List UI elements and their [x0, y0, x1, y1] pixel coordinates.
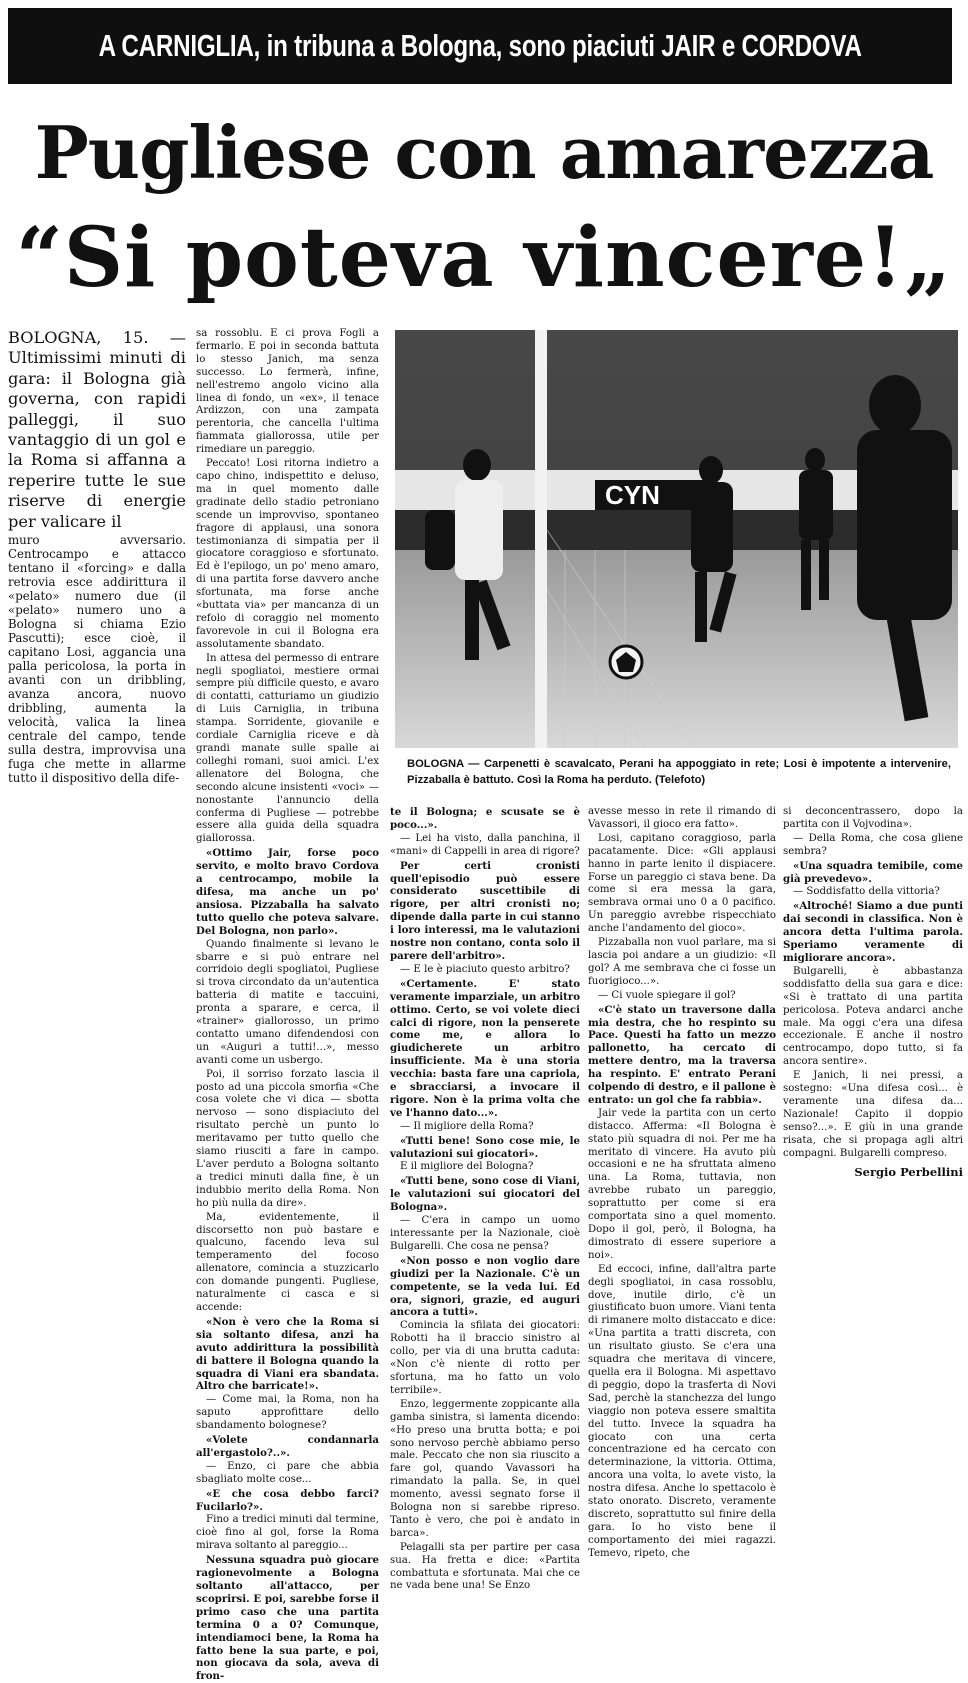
paragraph: — C'era in campo un uomo interessante per la Nazionale, cioè Bulgarelli. Che cosa ne pensa? — [390, 1215, 580, 1252]
quote-paragraph: Poi, il sorriso forzato lascia il posto ad una piccola smorfia «Che cosa volete che vi dica — sbotta nervoso — sono dispiaciuto del risultato perchè un punto lo meritavamo per tutto quello che siamo riusciti a fare in campo. L'aver perduto a Bologna soltanto a tredici minuti dalla fine, è un indubbio merito della Roma. Non ho più nulla da dire». — [196, 1068, 379, 1209]
paragraph: Losi, capitano coraggioso, parla pacatamente. Dice: «Gli applausi hanno in parte lenito il dispiacere. Forse un pareggio ci stava bene. Da come si era messa la gara, sembrava ormai uno 0 a 0 pacifico. Un pareggio avrebbe rispecchiato anche l'andamento del gioco». — [588, 832, 776, 935]
lead-continuation: muro avversario. Centrocampo e attacco tentano il «forcing» e dalla retrovia esce addirittura il «pelato» numero due (il «pelato» numero uno a Bologna si chiama Ezio Pascutti); esce cioè, il capitano Losi, aggancia una palla pericolosa, la porta in avanti con un dribbling, avanza ancora, nuovo dribbling, aumenta la velocità, valica la linea centrale del campo, tende sulla destra, improvvisa una fuga che mette in allarme tutto il dispositivo della dife- — [8, 533, 186, 786]
quote-paragraph: Nessuna squadra può giocare ragionevolmente a Bologna soltanto all'attacco, per scoprirsi. E poi, sarebbe forse il primo caso che una partita termina 0 a 0? Comunque, intendiamoci bene, la Roma ha fatto bene la sua parte, e poi, non giocava da sola, aveva di fron- — [196, 1554, 379, 1683]
headline-line-1: Pugliese con amarezza — [34, 110, 934, 195]
paragraph: — Lei ha visto, dalla panchina, il «mani» di Cappelli in area di rigore? — [390, 832, 580, 857]
column-1 — [8, 328, 186, 786]
paragraph: — E le è piaciuto questo arbitro? — [400, 963, 570, 975]
paragraph: avesse messo in rete il rimando di Vavassori, il gioco era fatto». — [588, 806, 776, 830]
paragraph: — Della Roma, che cosa gliene sembra? — [783, 832, 963, 857]
paragraph: Fino a tredici minuti dal termine, cioè fino al gol, forse la Roma mirava soltanto al pareggio... — [196, 1514, 379, 1552]
quote-paragraph: te il Bologna; e scusate se è poco...». — [390, 806, 580, 831]
paragraph: Bulgarelli, è abbastanza soddisfatto della sua gara e dice: «Si è trattato di una partita pericolosa. Poteva andarci anche male. Ma oggi c'era una difesa eccezionale. E anche il nostro centrocampo, dopo tutto, si fa ancora sentire». — [783, 965, 963, 1068]
quote-paragraph: «Volete condannarla all'ergastolo?..». — [196, 1434, 379, 1459]
paragraph: E il migliore del Bologna? — [400, 1161, 534, 1173]
quote-paragraph: «Ottimo Jair, forse poco servito, e molto bravo Cordova a centrocampo, mobile la difesa, ma anche un po' ansiosa. Pizzaballa ha salvato tutto quello che poteva salvare. Del Bologna, non parlo». — [196, 847, 379, 937]
match-photo — [395, 330, 958, 748]
paragraph: Peccato! Losi ritorna indietro a capo chino, indispettito e deluso, ma in quel momento dalle gradinate dello stadio petroniano scende un improvviso, spontaneo fragore di applausi, una sonora testimonianza di simpatia per il giocatore coraggioso e sfortunato. Ed è l'epilogo, un po' meno amaro, di una partita forse davvero anche sfortunata, ma forse anche «buttata via» per mancanza di un refolo di coraggio nel momento favorevole in cui il Bologna era assolutamente sbandato. — [196, 458, 379, 650]
quote-paragraph: «Non è vero che la Roma si sia soltanto difesa, anzi ha avuto addirittura la possibilità di battere il Bologna quando la squadra di Viani era sbandata. Altro che barricate!». — [196, 1315, 379, 1393]
author-signature: Sergio Perbellini — [854, 1165, 963, 1180]
column-5 — [783, 806, 963, 1180]
paragraph: Jair vede la partita con un certo distacco. Afferma: «Il Bologna è stato più squadra di noi. Per me ha meritato di vincere. Ha avuto più occasioni e ne ha sfruttata almeno una. La Roma, tuttavia, non avrebbe rubato un pareggio, soprattutto per come si era comportata sino a quel momento. Dopo il gol, però, il Bologna, ha dimostrato di essere superiore a noi». — [588, 1107, 776, 1261]
paragraph: Quando finalmente si levano le sbarre e si può entrare nel corridoio degli spogliatoi, Pugliese si trova circondato da un'autentica batteria di matite e taccuini, pronta a sparare, e cerca, il «trainer» giallorosso, un primo contatto umano difendendosi con un «Auguri a tutti!...», messo avanti come un usbergo. — [196, 938, 379, 1066]
football-photo-icon — [395, 330, 958, 748]
paragraph: sa rossoblu. E ci prova Fogli a fermarlo. E poi in seconda battuta lo stesso Janich, ma senza successo. Lo fermerà, infine, nell'estremo angolo vicino alla linea di fondo, un «ex», il tenace Ardizzon, con una zampata perentoria, che cancella l'ultima fiammata giallorossa, utile per rimediare un pareggio. — [196, 328, 379, 456]
quote-paragraph: «C'è stato un traversone dalla mia destra, che ho respinto su Pace. Questi ha fatto un mezzo pallonetto, ha cercato di mettere dentro, ma la traversa ha respinto. E' entrato Perani colpendo di destro, e il pallone è entrato: un gol che fa rabbia». — [588, 1003, 776, 1106]
paragraph: Pelagalli sta per partire per casa sua. Ha fretta e dice: «Partita combattuta e sfortunata. Mai che ce ne vada bene una! Se Enzo — [390, 1541, 580, 1592]
headline-line-2: “Si poteva vincere!„ — [15, 210, 953, 306]
paragraph: — Enzo, ci pare che abbia sbagliato molte cose... — [196, 1460, 379, 1485]
paragraph: Pizzaballa non vuol parlare, ma si lascia poi andare a un giudizio: «Il gol? A me sembrava che ci fosse un fuorigioco...». — [588, 937, 776, 987]
quote-paragraph: «Altroché! Siamo a due punti dai secondi in classifica. Non è ancora detta l'ultima parola. Speriamo veramente di migliorare ancora». — [783, 900, 963, 964]
paragraph: Ed eccoci, infine, dall'altra parte degli spogliatoi, in casa rossoblu, dove, inutile dirlo, c'è un giustificato buon umore. Viani tenta di rimanere molto distaccato e dice: «Una partita a tratti discreta, con un risultato giusto. Se c'era una squadra che meritava di vincere, quella era il Bologna. Mi aspettavo di peggio, dopo la trasferta di Novi Sad, perchè la stanchezza del lungo viaggio non poteva essere smaltita del tutto. Invece la squadra ha giocato con una certa concentrazione ed ha cercato con determinazione, la vittoria. Ottima, ancora una volta, lo avete visto, la nostra difesa. Anche lo spettacolo è stato onorato. Discreto, veramente discreto, soprattutto sul finire della gara. Io ho visto bene il comportamento dei miei ragazzi. Temevo, ripeto, che — [588, 1263, 776, 1559]
lead-paragraph: BOLOGNA, 15. — Ultimissimi minuti di gara: il Bologna già governa, con rapidi palleggi, il suo vantaggio di un gol e la Roma si affanna a reperire tutte le sue riserve di energie per valicare il — [8, 328, 186, 531]
quote-paragraph: «Certamente. E' stato veramente imparziale, un arbitro ottimo. Certo, se voi volete dieci calci di rigore, non la penserete come me, e allora lo giudicherete un arbitro insufficiente. Ma è una storia vecchia: basta fare una capriola, e sbracciarsi, a invocare il rigore. Non è la prima volta che ve l'hanno dato...». — [390, 977, 580, 1119]
quote-paragraph: «Non posso e non voglio dare giudizi per la Nazionale. C'è un competente, se la veda lui. Ed ora, signori, grazie, ed auguri ancora a tutti». — [390, 1254, 580, 1319]
paragraph: E Janich, li nei pressi, a sostegno: «Una difesa così... è veramente una difesa da... Nazionale! Capito il doppio senso?...». E giù in una grande risata, che si propaga agli altri compagni. Bulgarelli compreso. — [783, 1070, 963, 1159]
paragraph: — Ci vuole spiegare il gol? — [598, 989, 736, 1001]
photo-sign-text: CYN — [605, 480, 660, 510]
kicker-banner — [8, 8, 952, 84]
paragraph: — Come mai, la Roma, non ha saputo approfittare dello sbandamento bolognese? — [196, 1394, 379, 1432]
quote-paragraph: «E che cosa debbo farci? Fucilarlo?». — [196, 1487, 379, 1513]
quote-paragraph: «Una squadra temibile, come già prevedevo». — [783, 859, 963, 885]
paragraph: — Il migliore della Roma? — [400, 1120, 534, 1132]
paragraph: si deconcentrassero, dopo la partita con il Vojvodina». — [783, 806, 963, 830]
kicker-text: A CARNIGLIA, in tribuna a Bologna, sono piaciuti JAIR e CORDOVA — [98, 28, 862, 63]
quote-paragraph: «Tutti bene, sono cose di Viani, le valutazioni sui giocatori del Bologna». — [390, 1175, 580, 1214]
paragraph: In attesa del permesso di entrare negli spogliatoi, mestiere ormai sempre più difficile questo, e avaro di contatti, catturiamo un giudizio di Luis Carniglia, in tribuna stampa. Sorridente, giovanile e cordiale Carniglia riceve e dà grandi manate sulle spalle ai colleghi romani, suoi amici. L'ex allenatore del Bologna, che secondo alcune insistenti «voci» — nonostante l'annuncio della conferma di Pugliese — potrebbe essere alla guida della squadra giallorossa. — [196, 652, 379, 845]
quote-paragraph: «Tutti bene! Sono cose mie, le valutazioni sui giocatori». — [390, 1134, 580, 1160]
paragraph: — Soddisfatto della vittoria? — [793, 886, 940, 898]
paragraph: Enzo, leggermente zoppicante alla gamba sinistra, si lamenta dicendo: «Ho preso una brutta botta; e poi sono nervoso perchè abbiamo perso male. Peccato che non sia riuscito a fare gol, quando Vavassori ha rimandato la palla. Se, in quel momento, avessi segnato forse il Bologna non si sarebbe ripreso. Tanto è vero, che poi è andato in barca». — [390, 1398, 580, 1539]
column-3 — [390, 806, 580, 1592]
quote-paragraph: Per certi cronisti quell'episodio può essere considerato suscettibile di rigore, per altri cronisti no; dipende dalla parte in cui stanno i loro interessi, ma le valutazioni nostre non contano, conta solo il parere dell'arbitro». — [390, 859, 580, 962]
photo-caption: BOLOGNA — Carpenetti è scavalcato, Perani ha appoggiato in rete; Losi è impotente a intervenire, Pizzaballa è battuto. Così la Roma ha perduto. (Telefoto) — [407, 758, 951, 786]
column-2 — [196, 328, 379, 1683]
paragraph: Comincia la sfilata dei giocatori: Robotti ha il braccio sinistro al collo, per via di una brutta caduta: «Non c'è niente di rotto per sfortuna, ma ho fatto un volo terribile». — [390, 1320, 580, 1396]
paragraph: Ma, evidentemente, il discorsetto non può bastare e qualcuno, facendo leva sul temperamento del focoso allenatore, comincia a stuzzicarlo con domande pungenti. Pugliese, naturalmente ci casca e si accende: — [196, 1211, 379, 1313]
column-4 — [588, 806, 776, 1559]
